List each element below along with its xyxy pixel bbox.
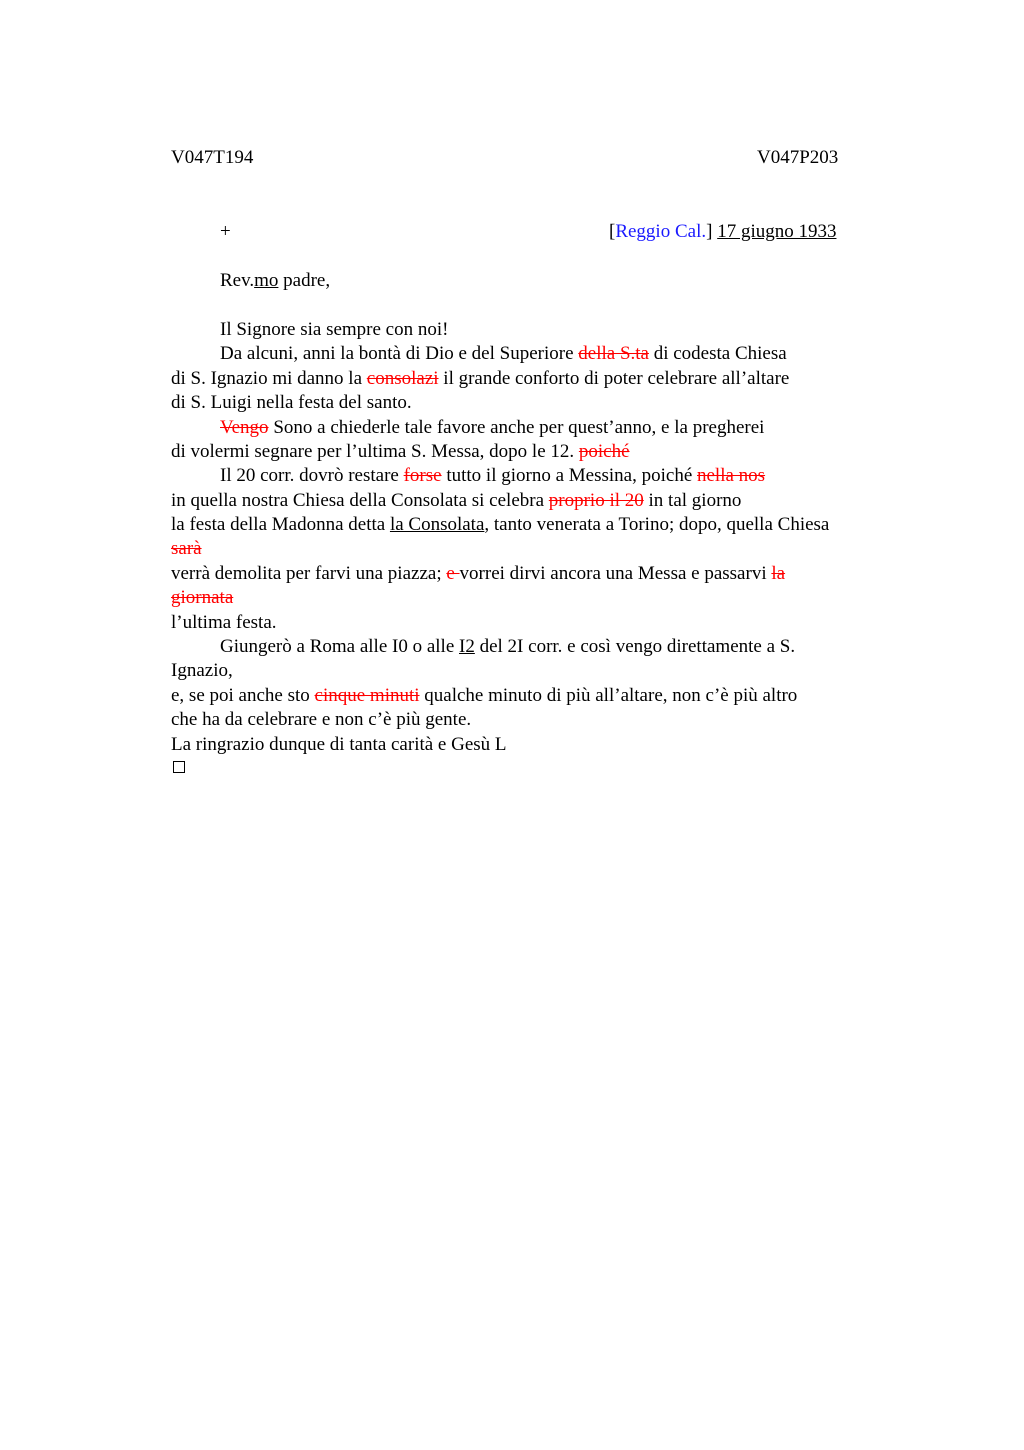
text-line-13: l’ultima festa. xyxy=(171,612,277,633)
text-line-9: la festa della Madonna detta la Consolata, tanto venerata a Torino; dopo, quella Chiesa xyxy=(171,514,830,535)
header-left-code: V047T194 xyxy=(171,147,254,168)
text-line-3: di S. Ignazio mi danno la consolazi il grande conforto di poter celebrare all’altare xyxy=(171,368,790,389)
text-line-2: Da alcuni, anni la bontà di Dio e del Superiore della S.ta di codesta Chiesa xyxy=(220,343,787,364)
text-line-14: Giungerò a Roma alle I0 o alle I2 del 2I corr. e così vengo direttamente a S. xyxy=(220,636,796,657)
deleted-text: nella nos xyxy=(697,465,766,486)
text-line-4: di S. Luigi nella festa del santo. xyxy=(171,392,412,413)
text-line-17: che ha da celebrare e non c’è più gente. xyxy=(171,709,472,730)
text-line-8: in quella nostra Chiesa della Consolata si celebra proprio il 20 in tal giorno xyxy=(171,490,742,511)
bracket-close: ] xyxy=(706,221,713,242)
deleted-text: Vengo xyxy=(220,417,269,438)
underlined-text: la Consolata xyxy=(389,514,485,535)
underlined-text: I2 xyxy=(459,636,475,657)
deleted-text: poiché xyxy=(578,441,630,462)
text-line-1: Il Signore sia sempre con noi! xyxy=(220,319,449,340)
deleted-text: forse xyxy=(403,465,442,486)
bracket-open: [ xyxy=(609,221,616,242)
text-line-11: verrà demolita per farvi una piazza; e vorrei dirvi ancora una Messa e passarvi la xyxy=(171,563,786,584)
text-line-15: Ignazio, xyxy=(171,660,233,681)
deleted-text: e xyxy=(446,563,460,584)
missing-glyph-box-icon xyxy=(173,761,185,773)
header-right-code: V047P203 xyxy=(757,147,839,168)
salutation: Rev.mo padre, xyxy=(220,270,331,291)
text-line-12 xyxy=(171,586,233,610)
deleted-text: giornata xyxy=(171,587,234,608)
text-line-18: La ringrazio dunque di tanta carità e Gesù L xyxy=(171,734,507,755)
deleted-text: proprio il 20 xyxy=(548,490,644,511)
deleted-text: della S.ta xyxy=(578,343,649,364)
text-line-7: Il 20 corr. dovrò restare forse tutto il giorno a Messina, poiché nella nos xyxy=(220,465,766,486)
deleted-text: consolazi xyxy=(366,368,439,389)
deleted-text: cinque minuti xyxy=(314,685,420,706)
text-line-5: Vengo Sono a chiederle tale favore anche per quest’anno, e la pregherei xyxy=(220,417,765,438)
text-line-6: di volermi segnare per l’ultima S. Messa, dopo le 12. poiché xyxy=(171,441,630,462)
dateline xyxy=(609,220,836,244)
cross-mark: + xyxy=(220,221,231,242)
salutation-abbr: mo xyxy=(254,270,279,291)
letter-date: 17 giugno 1933 xyxy=(717,221,837,242)
deleted-text: la xyxy=(771,563,786,584)
text-line-16: e, se poi anche sto cinque minuti qualche minuto di più all’altare, non c’è più altro xyxy=(171,685,798,706)
place-name: Reggio Cal. xyxy=(615,221,707,242)
deleted-text: sarà xyxy=(171,538,202,559)
text-line-10 xyxy=(171,537,202,561)
